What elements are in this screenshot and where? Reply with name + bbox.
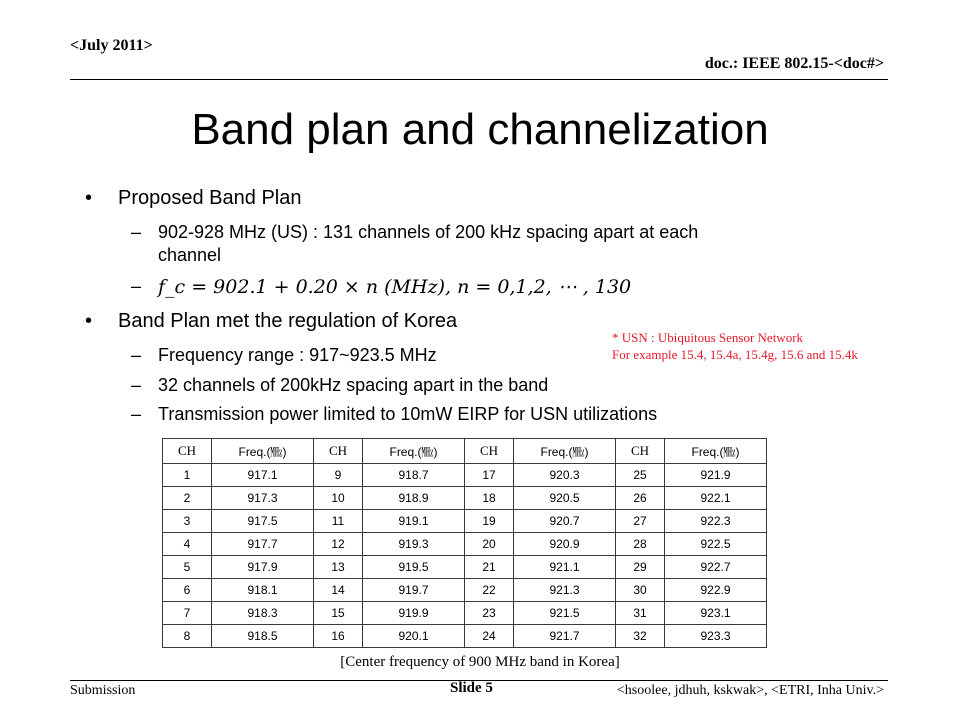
table-row [163, 625, 767, 648]
frequency-cell: 922.7 [665, 556, 767, 579]
dash-marker: – [131, 222, 142, 242]
frequency-cell: 922.3 [665, 510, 767, 533]
header-cell: CH [314, 439, 363, 464]
frequency-cell: 920.1 [363, 625, 465, 648]
channel-cell: 9 [314, 464, 363, 487]
sub-bullet-channels [131, 375, 549, 396]
frequency-cell: 917.5 [212, 510, 314, 533]
table-caption: [Center frequency of 900 MHz band in Korea] [340, 654, 620, 670]
bullet-korea-regulation [85, 310, 458, 333]
frequency-cell: 920.3 [514, 464, 616, 487]
channel-cell: 11 [314, 510, 363, 533]
channel-cell: 1 [163, 464, 212, 487]
sub-bullet-text: Frequency range : 917~923.5 MHz [158, 345, 437, 365]
frequency-cell: 917.9 [212, 556, 314, 579]
table-body [163, 464, 767, 648]
channel-cell: 17 [465, 464, 514, 487]
sub-bullet-us-band [131, 222, 699, 243]
channel-cell: 7 [163, 602, 212, 625]
frequency-cell: 919.3 [363, 533, 465, 556]
channel-cell: 27 [616, 510, 665, 533]
frequency-cell: 922.5 [665, 533, 767, 556]
channel-cell: 14 [314, 579, 363, 602]
usn-note-line1: * USN : Ubiquitous Sensor Network [612, 330, 804, 345]
frequency-cell: 920.7 [514, 510, 616, 533]
channel-cell: 3 [163, 510, 212, 533]
channel-cell: 24 [465, 625, 514, 648]
channel-cell: 22 [465, 579, 514, 602]
frequency-cell: 917.7 [212, 533, 314, 556]
channel-cell: 23 [465, 602, 514, 625]
frequency-cell: 922.1 [665, 487, 767, 510]
sub-bullet-text: Transmission power limited to 10mW EIRP for USN utilizations [158, 404, 658, 424]
table-row [163, 533, 767, 556]
channel-cell: 6 [163, 579, 212, 602]
frequency-cell: 920.9 [514, 533, 616, 556]
channel-cell: 21 [465, 556, 514, 579]
channel-cell: 13 [314, 556, 363, 579]
usn-note [612, 329, 858, 363]
header-date: <July 2011> [70, 37, 153, 54]
frequency-cell: 919.1 [363, 510, 465, 533]
header-cell: CH [163, 439, 212, 464]
table-row [163, 510, 767, 533]
bullet-text: Band Plan met the regulation of Korea [118, 310, 458, 332]
dash-marker: – [131, 375, 142, 395]
sub-bullet-formula [131, 276, 632, 298]
header-cell: Freq.(㎒) [212, 439, 314, 464]
table-row [163, 579, 767, 602]
header-doc-id: doc.: IEEE 802.15-<doc#> [704, 55, 884, 72]
channel-cell: 32 [616, 625, 665, 648]
sub-bullet-power-limit [131, 404, 658, 425]
table-row [163, 464, 767, 487]
header-divider [70, 79, 888, 80]
frequency-cell: 919.9 [363, 602, 465, 625]
header-cell: Freq.(㎒) [514, 439, 616, 464]
frequency-cell: 918.7 [363, 464, 465, 487]
channel-cell: 31 [616, 602, 665, 625]
frequency-cell: 922.9 [665, 579, 767, 602]
channel-cell: 30 [616, 579, 665, 602]
sub-bullet-text: 32 channels of 200kHz spacing apart in the band [158, 375, 549, 395]
dash-marker: – [131, 345, 142, 365]
frequency-cell: 921.9 [665, 464, 767, 487]
header-cell: Freq.(㎒) [665, 439, 767, 464]
dash-marker: – [131, 404, 142, 424]
dash-marker: – [131, 276, 142, 296]
channel-cell: 25 [616, 464, 665, 487]
usn-note-line2: For example 15.4, 15.4a, 15.4g, 15.6 and 15.4k [612, 347, 858, 362]
sub-bullet-us-band-cont: channel [158, 245, 222, 265]
header-cell: CH [465, 439, 514, 464]
channel-cell: 26 [616, 487, 665, 510]
sub-bullet-frequency-range [131, 345, 437, 366]
channel-frequency-table [162, 438, 767, 648]
channel-cell: 10 [314, 487, 363, 510]
center-frequency-formula: f_c = 902.1 + 0.20 × n (MHz), n = 0,1,2, ⋯ , 130 [158, 276, 632, 298]
table-header-row [163, 439, 767, 464]
channel-cell: 16 [314, 625, 363, 648]
bullet-text: Proposed Band Plan [118, 187, 302, 209]
channel-cell: 8 [163, 625, 212, 648]
frequency-cell: 918.3 [212, 602, 314, 625]
table-row [163, 487, 767, 510]
frequency-cell: 918.5 [212, 625, 314, 648]
bullet-marker: • [85, 187, 93, 209]
header-cell: Freq.(㎒) [363, 439, 465, 464]
frequency-cell: 921.1 [514, 556, 616, 579]
bullet-marker: • [85, 310, 93, 332]
bullet-proposed-band-plan [85, 187, 302, 210]
header-cell: CH [616, 439, 665, 464]
channel-cell: 15 [314, 602, 363, 625]
frequency-cell: 919.5 [363, 556, 465, 579]
channel-cell: 29 [616, 556, 665, 579]
frequency-cell: 923.3 [665, 625, 767, 648]
footer-authors: <hsoolee, jdhuh, kskwak>, <ETRI, Inha Univ.> [616, 683, 884, 698]
channel-cell: 4 [163, 533, 212, 556]
frequency-cell: 917.1 [212, 464, 314, 487]
frequency-cell: 921.3 [514, 579, 616, 602]
channel-cell: 18 [465, 487, 514, 510]
channel-cell: 12 [314, 533, 363, 556]
channel-cell: 20 [465, 533, 514, 556]
channel-cell: 2 [163, 487, 212, 510]
frequency-cell: 920.5 [514, 487, 616, 510]
sub-bullet-text-line1: 902-928 MHz (US) : 131 channels of 200 kHz spacing apart at each [158, 222, 699, 242]
frequency-cell: 918.1 [212, 579, 314, 602]
frequency-cell: 919.7 [363, 579, 465, 602]
channel-cell: 19 [465, 510, 514, 533]
channel-cell: 28 [616, 533, 665, 556]
frequency-cell: 921.7 [514, 625, 616, 648]
frequency-cell: 917.3 [212, 487, 314, 510]
channel-cell: 5 [163, 556, 212, 579]
frequency-cell: 918.9 [363, 487, 465, 510]
frequency-cell: 923.1 [665, 602, 767, 625]
table-row [163, 602, 767, 625]
footer-submission: Submission [70, 683, 136, 698]
slide-number: Slide 5 [450, 680, 493, 696]
slide-title: Band plan and channelization [191, 105, 769, 154]
frequency-cell: 921.5 [514, 602, 616, 625]
table-row [163, 556, 767, 579]
